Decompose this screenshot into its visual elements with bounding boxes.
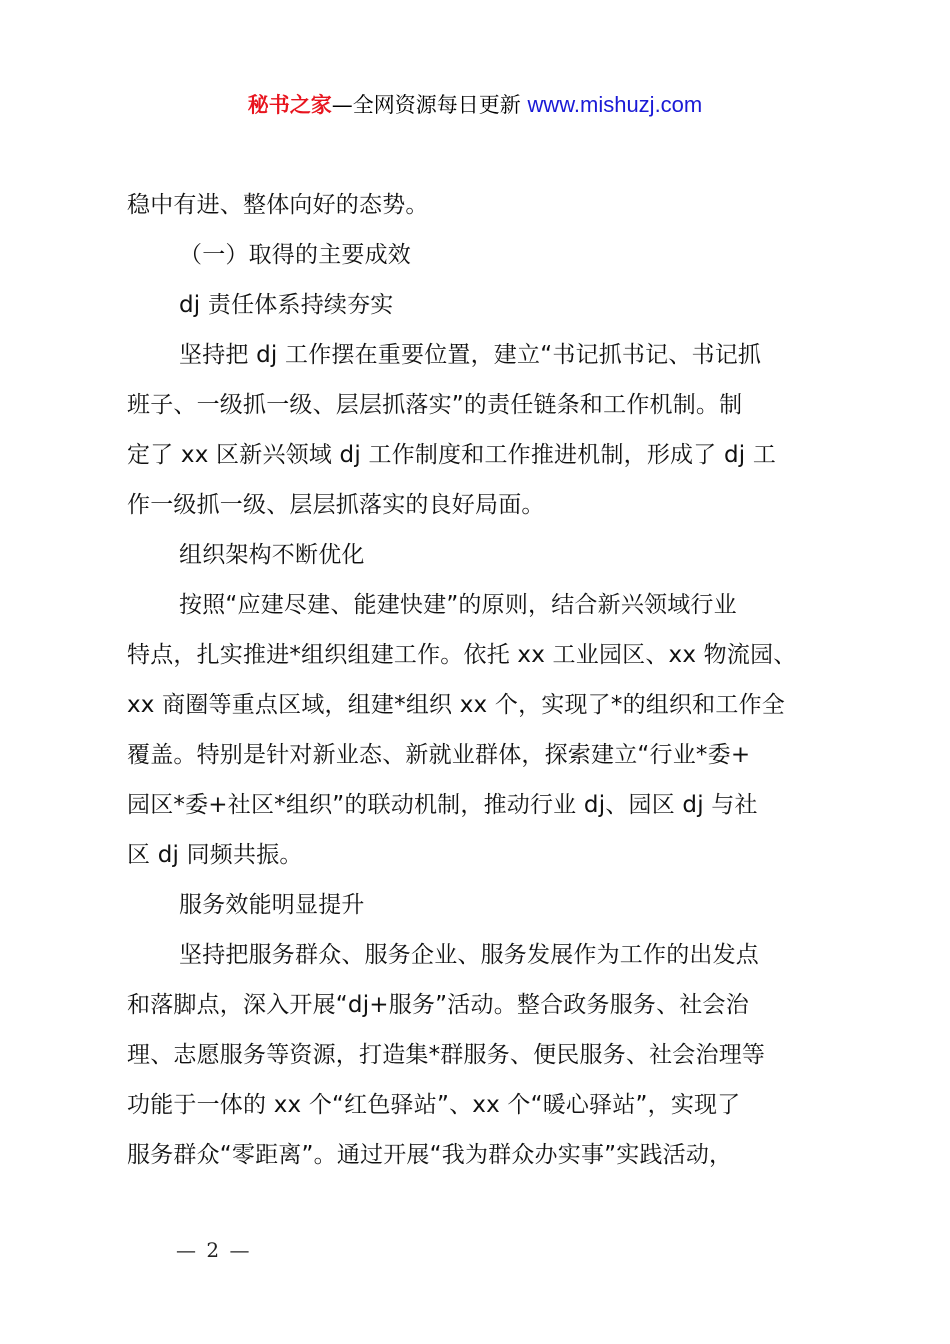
page-header — [0, 88, 950, 122]
subsection-heading: 组织架构不断优化 — [179, 542, 365, 568]
paragraph-line: 和落脚点，深入开展“dj+服务”活动。整合政务服务、社会治 — [127, 992, 749, 1018]
paragraph-line: 理、志愿服务等资源，打造集*群服务、便民服务、社会治理等 — [127, 1042, 766, 1068]
subsection-heading: dj 责任体系持续夯实 — [179, 292, 394, 318]
paragraph-line: 功能于一体的 xx 个“红色驿站”、xx 个“暖心驿站”，实现了 — [127, 1092, 741, 1118]
paragraph-line: 班子、一级抓一级、层层抓落实”的责任链条和工作机制。制 — [127, 392, 743, 418]
paragraph-line: 区 dj 同频共振。 — [127, 842, 303, 868]
paragraph-line: 服务群众“零距离”。通过开展“我为群众办实事”实践活动， — [127, 1142, 733, 1168]
page-number: — 2 — — [176, 1238, 252, 1262]
header-brand: 秘书之家 — [247, 93, 332, 117]
paragraph-line: 作一级抓一级、层层抓落实的良好局面。 — [127, 492, 545, 518]
paragraph-line: 稳中有进、整体向好的态势。 — [127, 192, 429, 218]
paragraph-line: xx 商圈等重点区域，组建*组织 xx 个，实现了*的组织和工作全 — [127, 692, 785, 718]
paragraph-line: 定了 xx 区新兴领域 dj 工作制度和工作推进机制，形成了 dj 工 — [127, 442, 777, 468]
section-heading: （一）取得的主要成效 — [179, 242, 411, 268]
paragraph-line: 园区*委+社区*组织”的联动机制，推动行业 dj、园区 dj 与社 — [127, 792, 758, 818]
header-tagline: —全网资源每日更新 — [331, 93, 528, 117]
document-body — [127, 180, 839, 1180]
paragraph-line: 特点，扎实推进*组织组建工作。依托 xx 工业园区、xx 物流园、 — [127, 642, 797, 668]
subsection-heading: 服务效能明显提升 — [179, 892, 365, 918]
paragraph-line: 按照“应建尽建、能建快建”的原则，结合新兴领域行业 — [179, 592, 737, 618]
paragraph-line: 坚持把服务群众、服务企业、服务发展作为工作的出发点 — [179, 942, 759, 968]
paragraph-line: 坚持把 dj 工作摆在重要位置，建立“书记抓书记、书记抓 — [179, 342, 762, 368]
paragraph-line: 覆盖。特别是针对新业态、新就业群体，探索建立“行业*委+ — [127, 742, 751, 768]
header-url-link[interactable]: www.mishuzj.com — [527, 92, 703, 117]
